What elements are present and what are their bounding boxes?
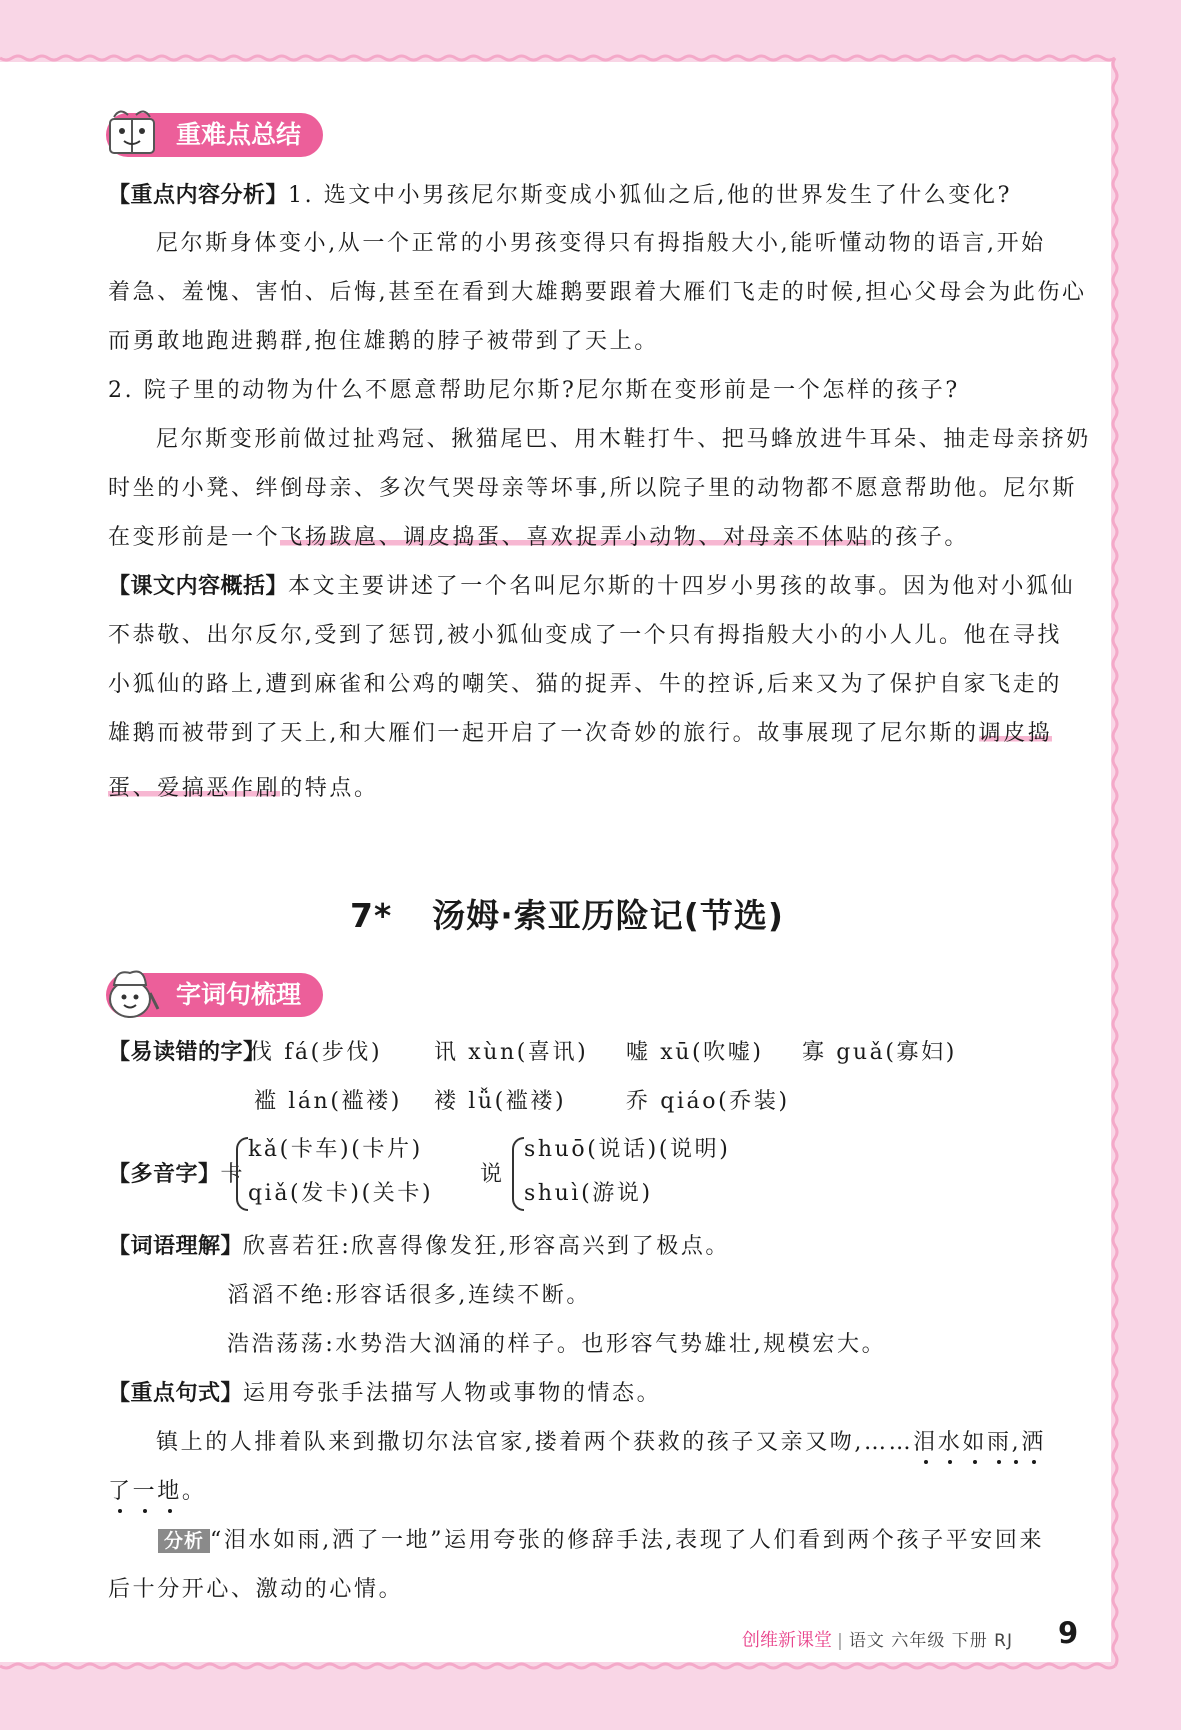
emphasis-char: 泪: [913, 1430, 938, 1455]
analysis-a2-line-3: [108, 524, 969, 552]
emphasis-char: 洒: [1021, 1430, 1046, 1455]
polyphone-reading: qiǎ(发卡)(关卡): [248, 1181, 434, 1206]
misread-item: 乔 qiáo(乔装): [626, 1089, 790, 1114]
text-segment: 在变形前是一个: [108, 525, 281, 550]
analysis-a1-line-1: 尼尔斯身体变小,从一个正常的小男孩变得只有拇指般大小,能听懂动物的语言,开始: [156, 231, 1046, 256]
section-title: 字词句梳理: [176, 980, 302, 1009]
emphasis-char: 了: [108, 1479, 133, 1504]
misread-row-1: [108, 1039, 266, 1067]
text-segment: 。: [181, 1479, 207, 1504]
polyphone-reading: shuō(说话)(说明): [524, 1137, 731, 1162]
footer: [742, 1626, 1013, 1652]
polyphone-reading: kǎ(卡车)(卡片): [248, 1137, 423, 1162]
analysis-a1-line-2: 着急、羞愧、害怕、后悔,甚至在看到大雄鹅要跟着大雁们飞走的时候,担心父母会为此伤心: [108, 280, 1087, 305]
series-name: 创维新课堂: [742, 1630, 832, 1651]
analysis-a2-line-2: 时坐的小凳、绊倒母亲、多次气哭母亲等坏事,所以院子里的动物都不愿意帮助他。尼尔斯: [108, 476, 1077, 501]
brace-icon: [236, 1137, 248, 1211]
section-badge-vocabulary: [106, 973, 323, 1017]
polyphone-row: [108, 1161, 245, 1189]
analysis-line-1: [158, 1527, 1044, 1555]
page-number: 9: [1058, 1616, 1079, 1650]
example-line-1: [156, 1429, 1046, 1457]
misread-item: 寡 guǎ(寡妇): [802, 1040, 957, 1065]
example-line-2: [108, 1478, 206, 1506]
summary-line-1: [108, 573, 1075, 601]
emphasis-dotted: [108, 1479, 182, 1504]
vocab-item: 滔滔不绝:形容话很多,连续不断。: [227, 1283, 592, 1308]
lesson-title: 汤姆·索亚历险记(节选): [432, 896, 784, 935]
text-segment: “泪水如雨,洒了一地”运用夸张的修辞手法,表现了人们看到两个孩子平安回来: [210, 1528, 1045, 1553]
emphasis-dotted: [913, 1430, 1046, 1455]
lesson-number: 7*: [350, 896, 393, 935]
analysis-a1-line-3: 而勇敢地跑进鹅群,抱住雄鹅的脖子被带到了天上。: [108, 329, 659, 354]
highlighted-phrase: 飞扬跋扈、调皮捣蛋、喜欢捉弄小动物、对母亲不体贴: [280, 525, 871, 550]
emphasis-char: 如: [962, 1430, 988, 1455]
analysis-q1: 1. 选文中小男孩尼尔斯变成小狐仙之后,他的世界发生了什么变化?: [288, 183, 1012, 208]
summary-line-3: 小狐仙的路上,遭到麻雀和公鸡的嘲笑、猫的捉弄、牛的控诉,后来又为了保护自家飞走的: [108, 672, 1062, 697]
vocab-item: 欣喜若狂:欣喜得像发狂,形容高兴到了极点。: [243, 1234, 731, 1259]
text-segment: 的孩子。: [870, 525, 970, 550]
summary-label: 【课文内容概括】: [108, 574, 289, 599]
vocab-item: 浩浩荡荡:水势浩大汹涌的样子。也形容气势雄壮,规模宏大。: [227, 1332, 887, 1357]
analysis-tag: 分析: [158, 1529, 210, 1553]
emphasis-char: ,: [1011, 1430, 1022, 1455]
summary-line-4: [108, 720, 1052, 748]
text-segment: 雄鹅而被带到了天上,和大雁们一起开启了一次奇妙的旅行。故事展现了尼尔斯的: [108, 721, 979, 746]
sentence-label: 【重点句式】: [108, 1381, 244, 1406]
text-segment: 本文主要讲述了一个名叫尼尔斯的十四岁小男孩的故事。因为他对小狐仙: [288, 574, 1076, 599]
emphasis-char: 一: [132, 1479, 158, 1504]
misread-label: 【易读错的字】: [108, 1040, 266, 1065]
misread-item: 讯 xùn(喜讯): [434, 1040, 589, 1065]
sentence-text: 运用夸张手法描写人物或事物的情态。: [243, 1381, 662, 1406]
sentence-row: [108, 1380, 661, 1408]
book-info: 语文 六年级 下册 RJ: [848, 1631, 1013, 1651]
analysis-line-2: 后十分开心、激动的心情。: [108, 1577, 404, 1602]
misread-item: 褴 lán(褴褛): [254, 1089, 402, 1114]
lesson-heading: [350, 890, 784, 937]
text-segment: 的特点。: [280, 776, 379, 801]
text-segment: 镇上的人排着队来到撒切尔法官家,搂着两个获救的孩子又亲又吻,……: [156, 1430, 914, 1455]
highlighted-phrase: 调皮捣: [978, 721, 1053, 746]
misread-item: 褛 lǚ(褴褛): [434, 1089, 567, 1114]
analysis-a2-line-1: 尼尔斯变形前做过扯鸡冠、揪猫尾巴、用木鞋打牛、把马蜂放进牛耳朵、抽走母亲挤奶: [156, 427, 1091, 452]
analysis-q1-line: [108, 182, 1012, 210]
emphasis-char: 水: [937, 1430, 963, 1455]
polyphone-label: 【多音字】: [108, 1162, 221, 1187]
analysis-q2: 2. 院子里的动物为什么不愿意帮助尼尔斯?尼尔斯在变形前是一个怎样的孩子?: [108, 378, 960, 403]
book-mascot-icon: [100, 103, 164, 165]
vocab-row-1: [108, 1233, 730, 1261]
polyphone-reading: shuì(游说): [524, 1181, 653, 1206]
chef-mascot-icon: [100, 963, 164, 1025]
analysis-label: 【重点内容分析】: [108, 183, 289, 208]
brace-icon: [512, 1137, 524, 1211]
section-badge-key-points: [106, 113, 323, 157]
misread-item: 嘘 xū(吹嘘): [626, 1040, 764, 1065]
summary-line-2: 不恭敬、出尔反尔,受到了惩罚,被小狐仙变成了一个只有拇指般大小的小人儿。他在寻找: [108, 623, 1062, 648]
misread-item: 伐 fá(步伐): [250, 1040, 383, 1065]
polyphone-char: 卡: [220, 1162, 246, 1187]
polyphone-char: 说: [480, 1162, 505, 1187]
emphasis-char: 地: [157, 1479, 182, 1504]
footer-divider: |: [837, 1631, 844, 1651]
vocab-label: 【词语理解】: [108, 1234, 244, 1259]
highlighted-phrase: 蛋、爱搞恶作剧: [108, 776, 281, 801]
section-title: 重难点总结: [176, 120, 302, 149]
summary-line-5: [108, 775, 379, 803]
emphasis-char: 雨: [987, 1430, 1012, 1455]
